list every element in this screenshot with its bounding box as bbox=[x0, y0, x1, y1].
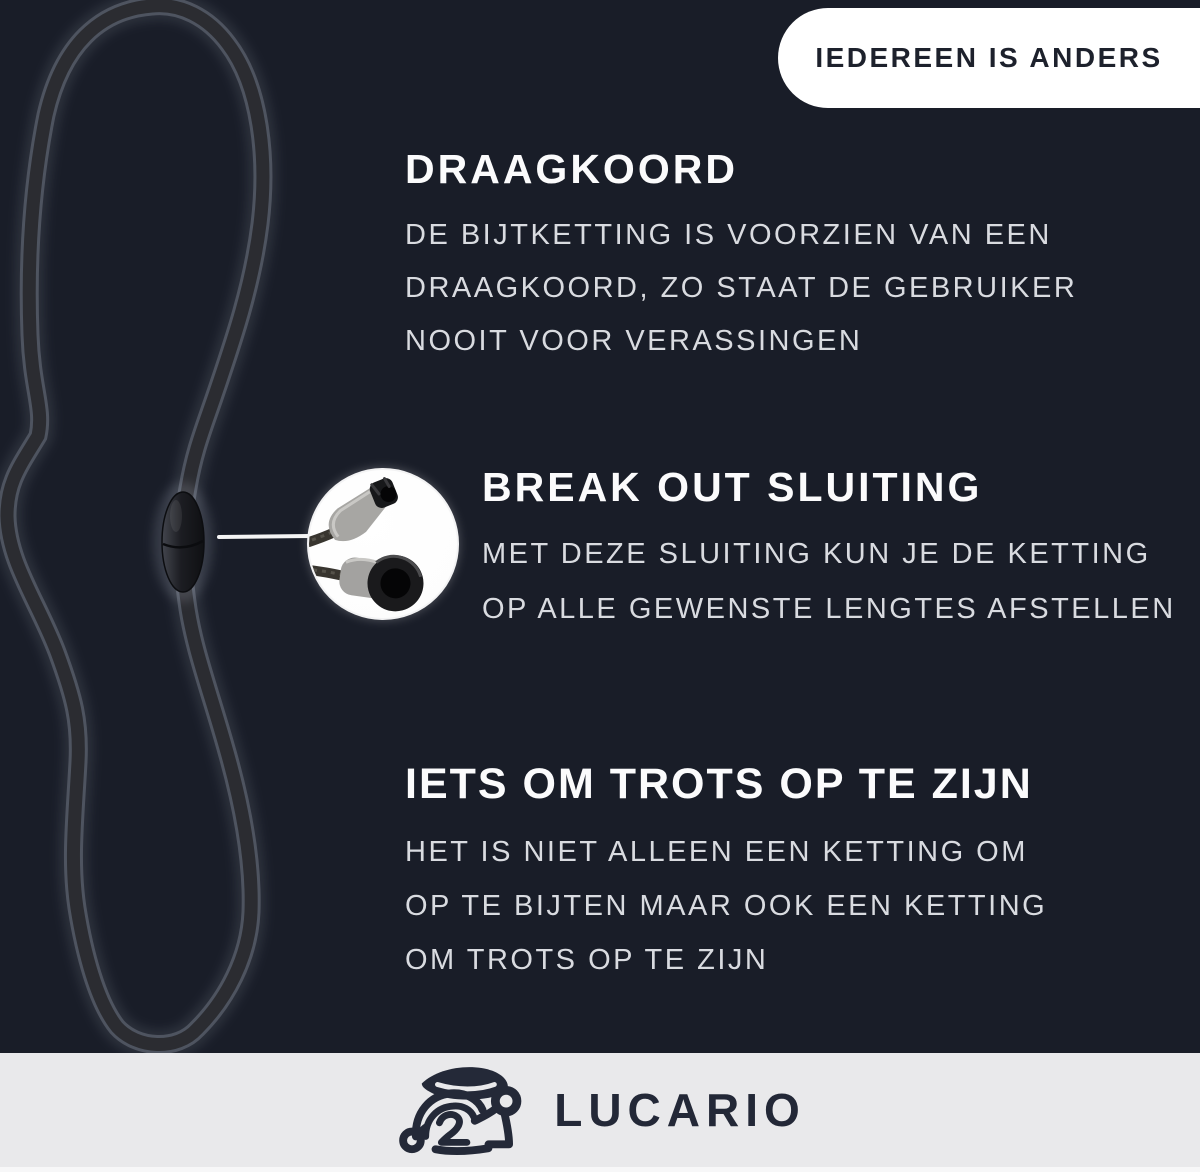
section-body bbox=[405, 825, 1047, 987]
section-iets-om-trots bbox=[405, 760, 1047, 987]
section-heading: DRAAGKOORD bbox=[405, 146, 738, 192]
section-heading: BREAK OUT SLUITING bbox=[482, 464, 983, 510]
body-line: OP ALLE GEWENSTE LENGTES AFSTELLEN bbox=[482, 593, 1176, 625]
body-line: DRAAGKOORD, ZO STAAT DE GEBRUIKER bbox=[405, 272, 1078, 304]
section-body bbox=[405, 209, 1077, 368]
body-line: MET DEZE SLUITING KUN JE DE KETTING bbox=[482, 538, 1151, 570]
body-line: OM TROTS OP TE ZIJN bbox=[405, 944, 769, 976]
body-line: NOOIT VOOR VERASSINGEN bbox=[405, 325, 863, 357]
rabbit-logo-icon bbox=[394, 1058, 528, 1162]
cord-path bbox=[7, 6, 263, 1045]
body-line: DE BIJTKETTING IS VOORZIEN VAN EEN bbox=[405, 219, 1052, 251]
footer-brand-bar bbox=[0, 1053, 1200, 1172]
section-break-out-sluiting bbox=[482, 464, 1176, 637]
body-line: HET IS NIET ALLEEN EEN KETTING OM bbox=[405, 836, 1028, 868]
brand-wordmark: LUCARIO bbox=[554, 1084, 806, 1136]
clasp-closeup-inset bbox=[307, 468, 459, 620]
badge-pill bbox=[778, 8, 1200, 108]
section-heading: IETS OM TROTS OP TE ZIJN bbox=[405, 760, 1033, 808]
badge-label: IEDEREEN IS ANDERS bbox=[815, 42, 1163, 73]
breakaway-bead bbox=[153, 482, 213, 602]
callout-pointer-line bbox=[219, 536, 309, 537]
section-body bbox=[482, 527, 1176, 637]
body-line: OP TE BIJTEN MAAR OOK EEN KETTING bbox=[405, 890, 1048, 922]
section-draagkoord bbox=[405, 146, 1077, 368]
